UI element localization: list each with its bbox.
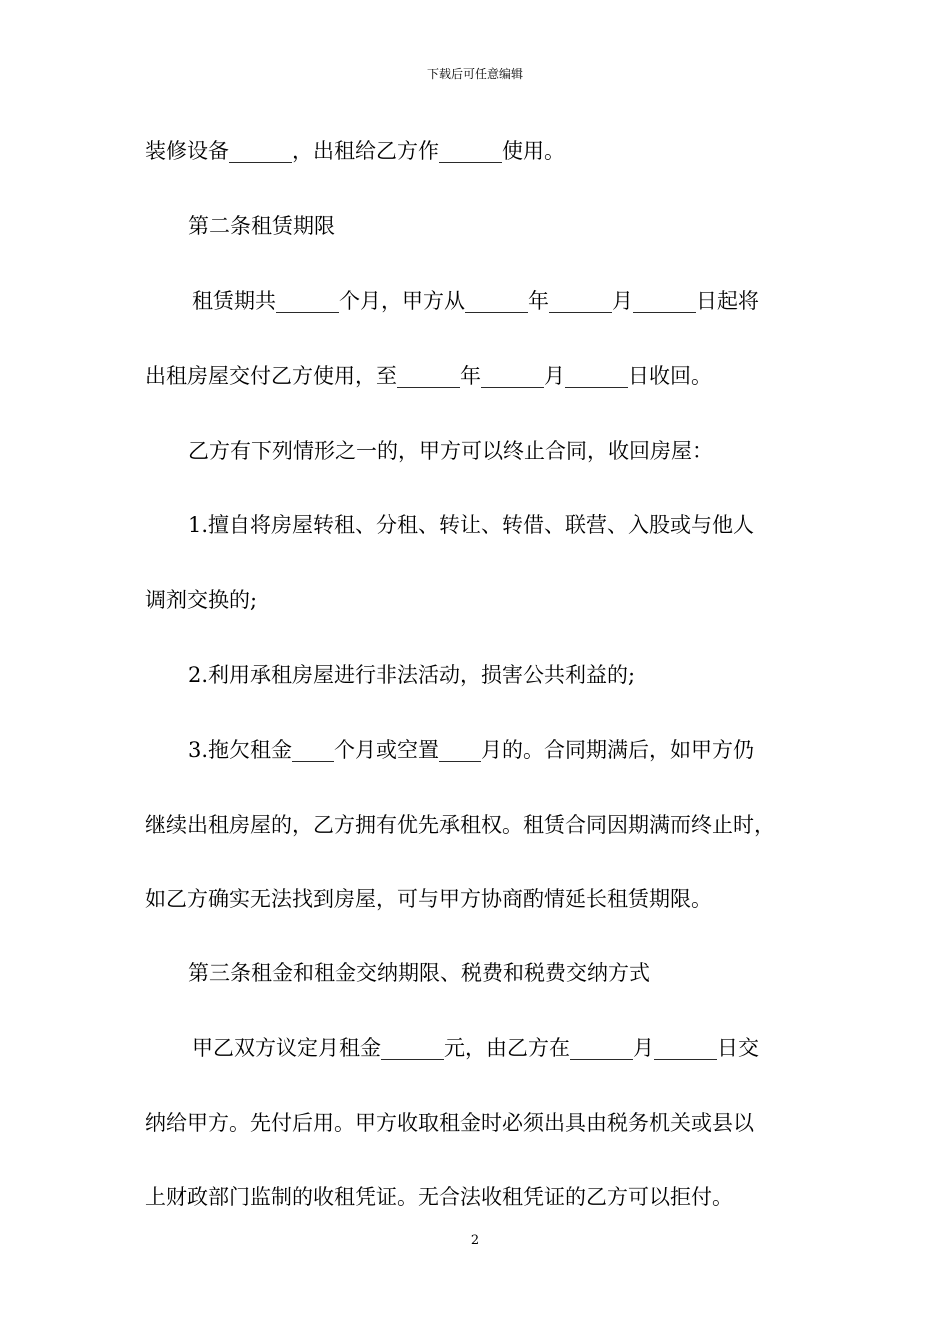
text-line: 纳给甲方。先付后用。甲方收取租金时必须出具由税务机关或县以: [145, 1111, 754, 1135]
section-heading: 第三条租金和租金交纳期限、税费和税费交纳方式: [188, 961, 650, 985]
text-line: 租赁期共______个月，甲方从______年______月______日起将: [192, 289, 759, 313]
text-line: 如乙方确实无法找到房屋，可与甲方协商酌情延长租赁期限。: [145, 887, 712, 911]
text-line: 乙方有下列情形之一的，甲方可以终止合同，收回房屋：: [188, 439, 713, 463]
text-line: 装修设备______，出租给乙方作______使用。: [145, 139, 565, 163]
text-line: 继续出租房屋的，乙方拥有优先承租权。租赁合同因期满而终止时，: [145, 813, 775, 837]
section-heading: 第二条租赁期限: [188, 214, 335, 238]
page-header: 下载后可任意编辑: [426, 67, 523, 81]
text-line: 甲乙双方议定月租金______元，由乙方在______月______日交: [192, 1036, 759, 1060]
page-number: 2: [470, 1233, 480, 1248]
list-item: 2.利用承租房屋进行非法活动，损害公共利益的;: [188, 663, 636, 687]
list-item: 1.擅自将房屋转租、分租、转让、转借、联营、入股或与他人: [188, 513, 755, 537]
list-item: 3.拖欠租金____个月或空置____月的。合同期满后，如甲方仍: [188, 738, 755, 762]
text-line: 出租房屋交付乙方使用，至______年______月______日收回。: [145, 364, 712, 388]
text-line: 调剂交换的;: [145, 588, 258, 612]
text-line: 上财政部门监制的收租凭证。无合法收租凭证的乙方可以拒付。: [145, 1185, 733, 1209]
